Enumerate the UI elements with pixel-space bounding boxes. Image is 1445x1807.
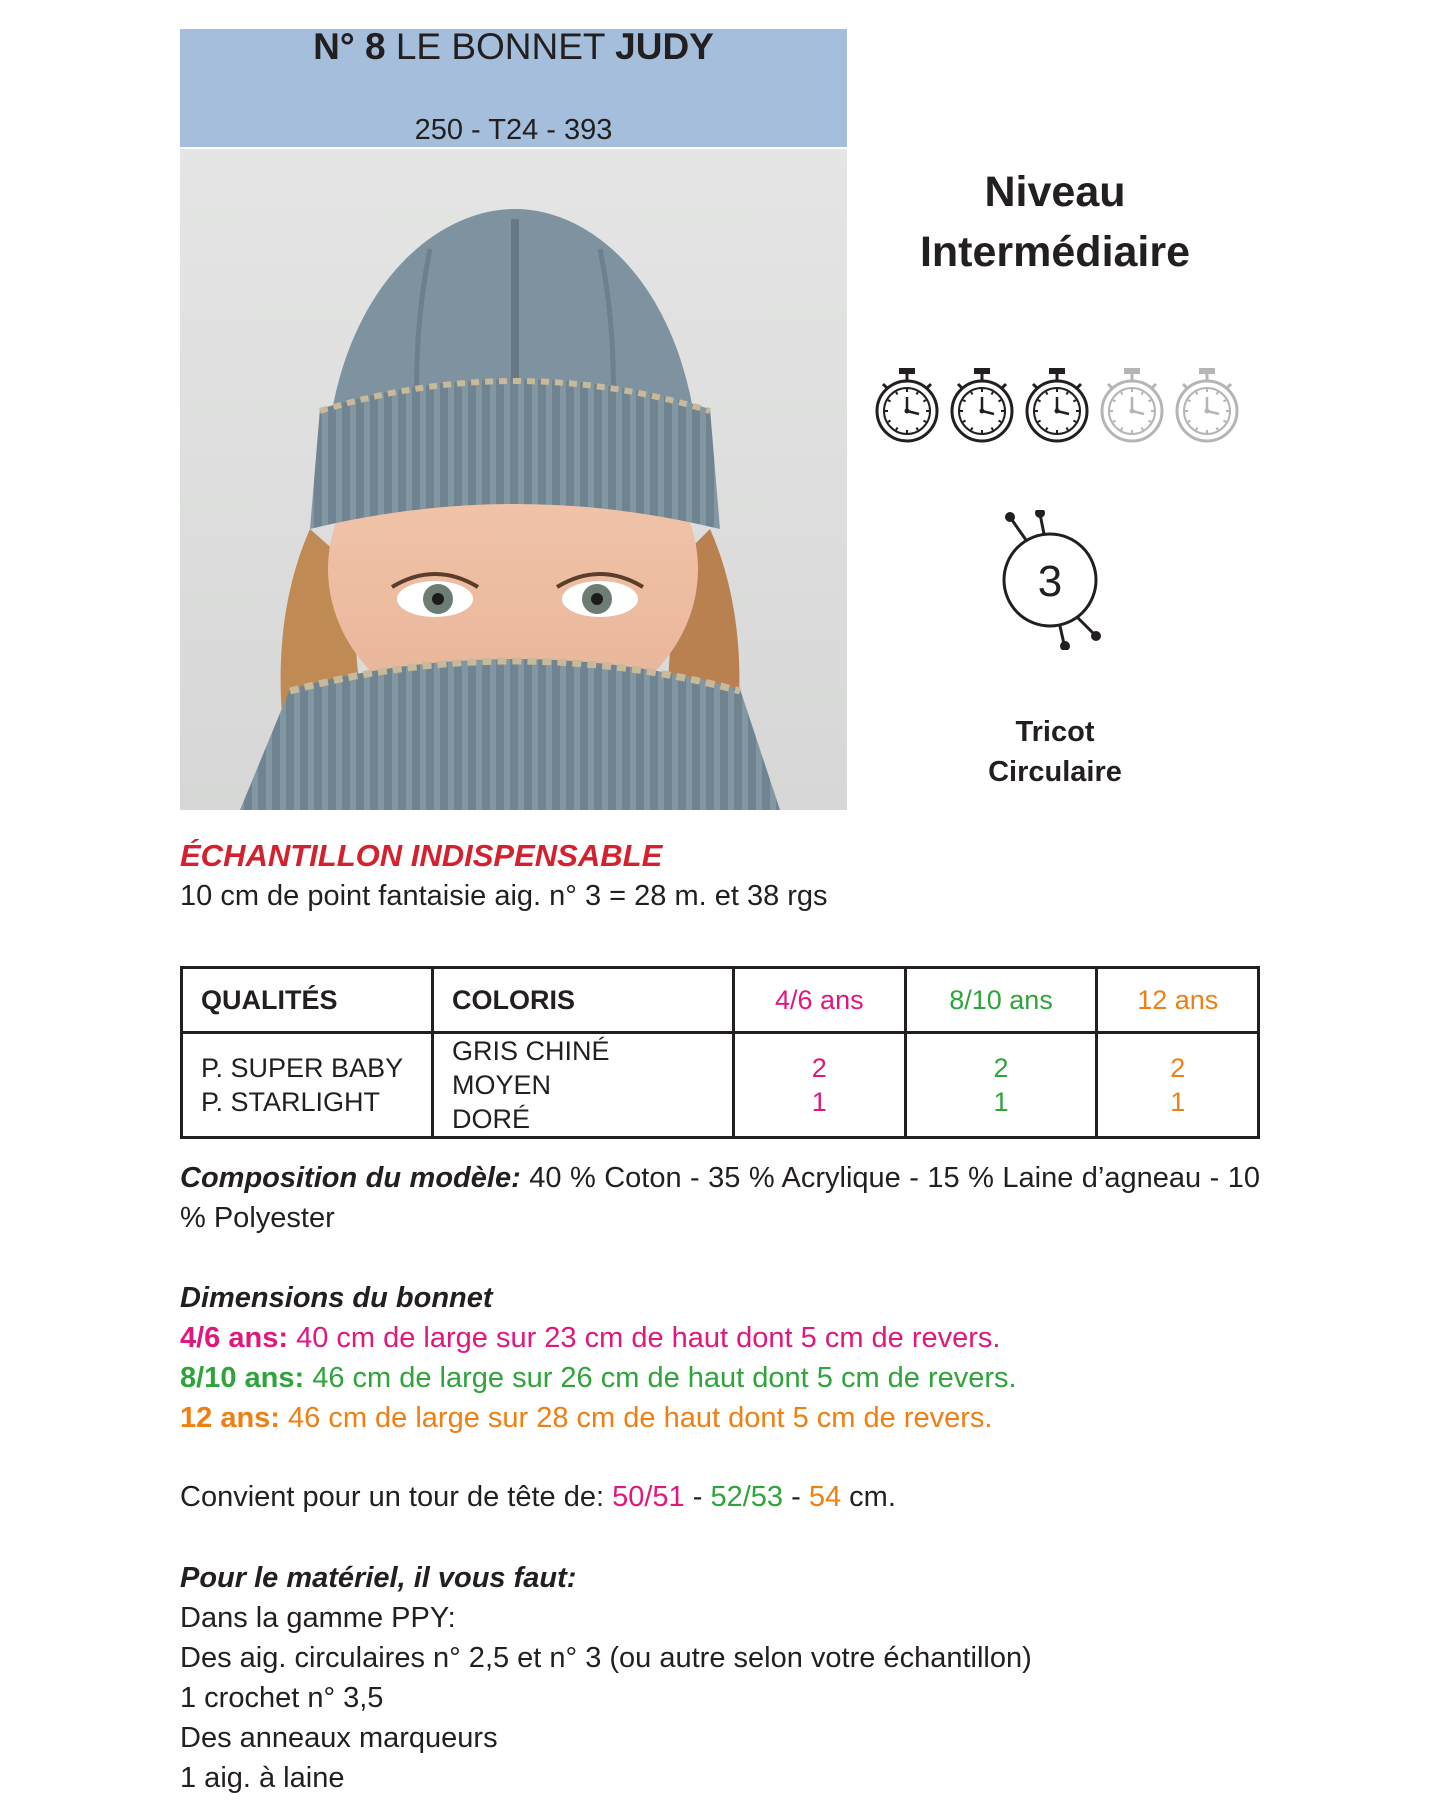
table-header-row	[182, 968, 1259, 1033]
swatch-title: ÉCHANTILLON INDISPENSABLE	[180, 838, 663, 873]
list-item: Des aig. circulaires n° 2,5 et n° 3 (ou autre selon votre échantillon)	[180, 1642, 1032, 1674]
header-qualities: QUALITÉS	[182, 968, 433, 1033]
stopwatch-empty-icon	[1102, 368, 1162, 441]
dimension-row-size-2: 8/10 ans: 46 cm de large sur 26 cm de haut dont 5 cm de revers.	[180, 1362, 1017, 1394]
needle-size-value: 3	[1037, 557, 1063, 606]
header-size-2: 8/10 ans	[905, 968, 1097, 1033]
dimensions-title: Dimensions du bonnet	[180, 1282, 493, 1314]
header-size-1: 4/6 ans	[734, 968, 906, 1033]
size-3-cell: 2 1	[1097, 1033, 1259, 1138]
list-item: Des anneaux marqueurs	[180, 1722, 498, 1754]
qualities-cell: P. SUPER BABY P. STARLIGHT	[182, 1033, 433, 1138]
technique-label: Tricot Circulaire	[988, 716, 1122, 788]
size-1-cell: 2 1	[734, 1033, 906, 1138]
list-item: 1 crochet n° 3,5	[180, 1682, 384, 1714]
stopwatch-filled-icon	[1027, 368, 1087, 441]
size-2-cell: 2 1	[905, 1033, 1097, 1138]
yarn-quantity-table	[180, 966, 1260, 1139]
stopwatch-filled-icon	[952, 368, 1012, 441]
head-circumference: Convient pour un tour de tête de: 50/51 - 52/53 - 54 cm.	[180, 1481, 896, 1513]
pattern-reference: 250 - T24 - 393	[414, 114, 613, 146]
pattern-title: N° 8 LE BONNET JUDY	[313, 26, 714, 67]
dimension-row-size-3: 12 ans: 46 cm de large sur 28 cm de haut dont 5 cm de revers.	[180, 1402, 993, 1434]
header-colors: COLORIS	[433, 968, 734, 1033]
model-photo	[180, 149, 847, 810]
material-list	[180, 1598, 1260, 1798]
difficulty-level: Niveau Intermédiaire	[919, 168, 1191, 276]
dimension-row-size-1: 4/6 ans: 40 cm de large sur 23 cm de haut dont 5 cm de revers.	[180, 1322, 1001, 1354]
colors-cell: GRIS CHINÉ MOYEN DORÉ	[433, 1033, 734, 1138]
material-title: Pour le matériel, il vous faut:	[180, 1562, 577, 1594]
list-item: 1 aig. à laine	[180, 1762, 345, 1794]
composition: Composition du modèle: 40 % Coton - 35 % Acrylique - 15 % Laine d’agneau - 10 % Polyester	[180, 1162, 1260, 1234]
list-item: Dans la gamme PPY:	[180, 1602, 456, 1634]
needle-size-badge	[990, 510, 1120, 650]
stopwatch-empty-icon	[1177, 368, 1237, 441]
stopwatch-filled-icon	[877, 368, 937, 441]
swatch-text: 10 cm de point fantaisie aig. n° 3 = 28 m. et 38 rgs	[180, 880, 828, 912]
table-row	[182, 1033, 1259, 1138]
time-rating	[870, 365, 1240, 445]
header-size-3: 12 ans	[1097, 968, 1259, 1033]
